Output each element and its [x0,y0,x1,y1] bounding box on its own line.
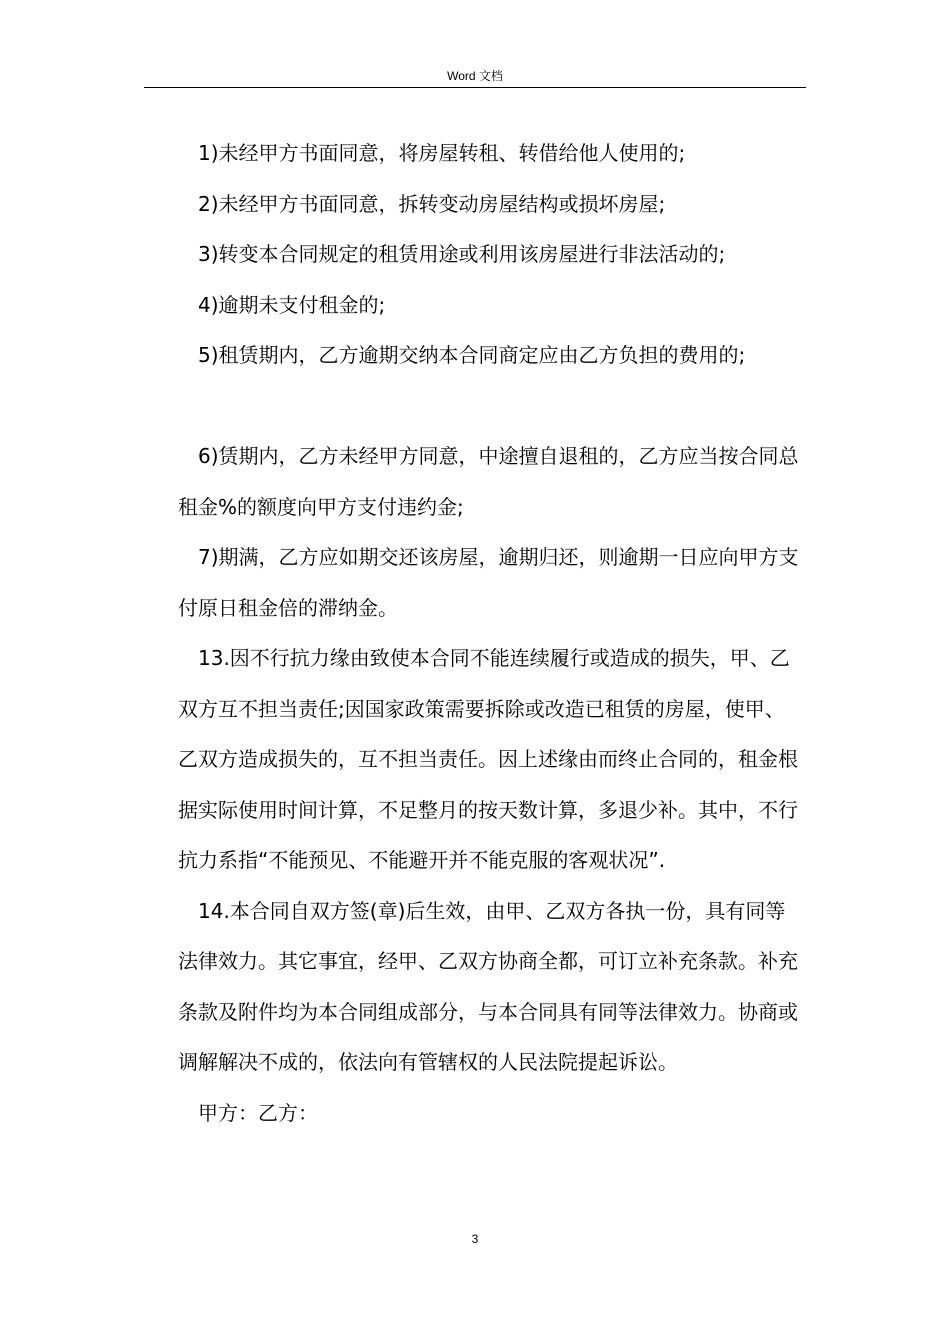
signature-line: 甲方：乙方： [198,1100,318,1125]
clause-item-1: 1)未经甲方书面同意，将房屋转租、转借给他人使用的; [198,141,686,165]
document-body [178,128,803,1138]
header-divider [144,87,806,88]
clause-item-6: 6)赁期内，乙方未经甲方同意，中途擅自退租的，乙方应当按合同总租金%的额度向甲方支付违约金; [178,444,799,519]
article-14: 14.本合同自双方签(章)后生效，由甲、乙双方各执一份，具有同等法律效力。其它事宜，经甲、乙双方协商全都，可订立补充条款。补充条款及附件均为本合同组成部分，与本合同具有同等法律效力。协商或调解解决不成的，依法向有管辖权的人民法院提起诉讼。 [178,898,798,1074]
clause-item-5: 5)租赁期内，乙方逾期交纳本合同商定应由乙方负担的费用的; [198,343,746,367]
clause-item-4: 4)逾期未支付租金的; [198,292,386,317]
clause-item-3: 3)转变本合同规定的租赁用途或利用该房屋进行非法活动的; [198,242,726,266]
article-13: 13.因不行抗力缘由致使本合同不能连续履行或造成的损失，甲、乙双方互不担当责任;因国家政策需要拆除或改造已租赁的房屋，使甲、乙双方造成损失的，互不担当责任。因上述缘由而终止合同的，租金根据实际使用时间计算，不足整月的按天数计算，多退少补。其中，不行抗力系指“不能预见、不能避开并不能克服的客观状况”. [178,646,798,872]
page-number: 3 [471,1232,479,1246]
clause-item-2: 2)未经甲方书面同意，拆转变动房屋结构或损坏房屋; [198,191,666,216]
blank-line [178,381,803,432]
page-header-title: Word 文档 [447,69,503,83]
clause-item-7: 7)期满，乙方应如期交还该房屋，逾期归还，则逾期一日应向甲方支付原日租金倍的滞纳金。 [178,545,799,620]
